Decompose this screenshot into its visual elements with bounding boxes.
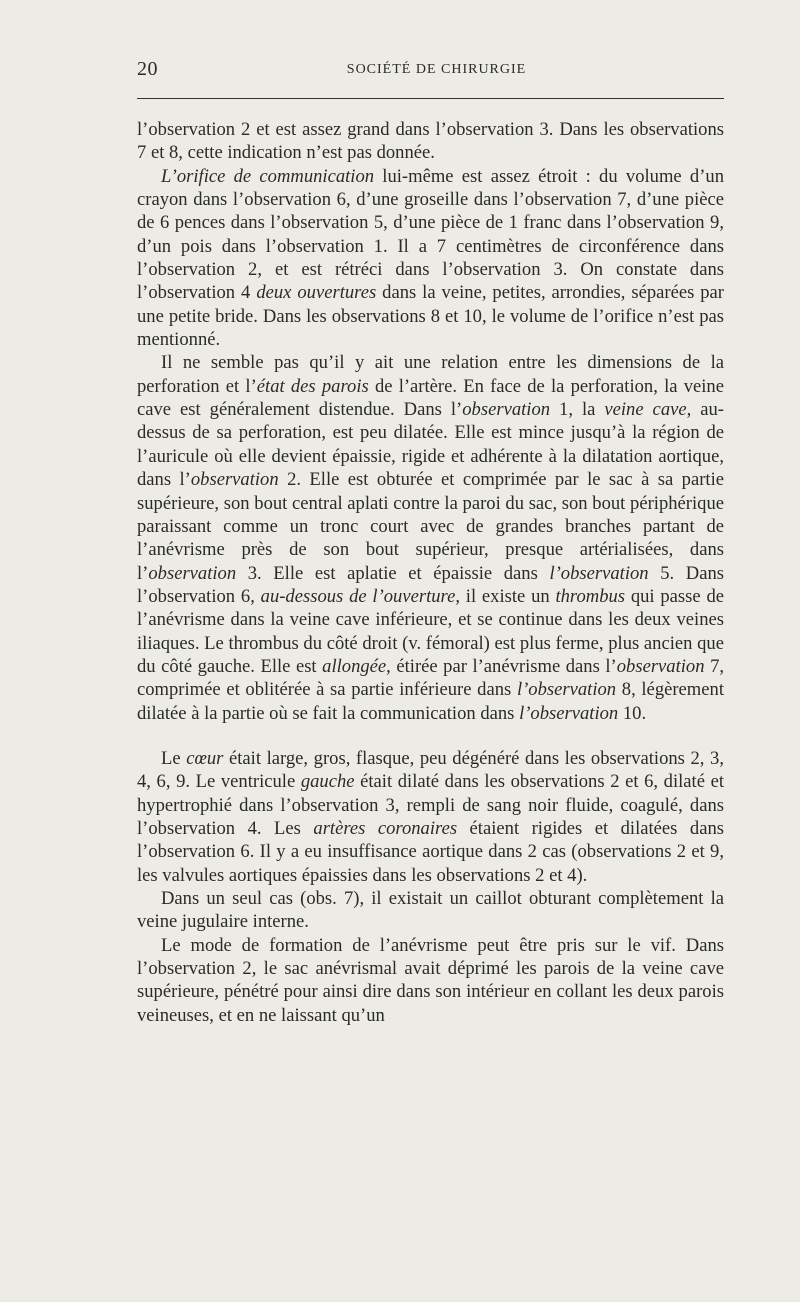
text-run: Il ne semble pas qu’il y ait une relation entre les dimensions de la perforation et l’: [137, 352, 724, 397]
italic-run: au-dessous de l’ouverture: [260, 585, 456, 607]
text-run: étaient rigides et dilatées dans l’observation 6. Il y a eu insuffisance aortique dans 2 cas (observations 2 et 9, les valvules aortiques épaissies dans les observations 2 et 4).: [137, 817, 724, 886]
paragraph: [137, 118, 724, 165]
italic-run: gauche: [300, 771, 355, 793]
text-run: qui passe de l’anévrisme dans la veine cave inférieure, et se continue dans les deux veines iliaques. Le thrombus du côté droit (v. fémoral) est plus ferme, plus ancien que du côté gauche. Elle est: [137, 585, 724, 677]
text-run: 8, légèrement dilatée à la partie où se fait la communication dans: [137, 679, 724, 724]
body-text: [137, 118, 724, 1027]
italic-run: L’orifice de communication: [161, 165, 375, 187]
italic-run: l’observation: [549, 562, 649, 584]
italic-run: observation: [148, 562, 237, 584]
text-run: lui-même est assez étroit : du volume d’un crayon dans l’observation 6, d’une groseille dans l’observation 7, d’une pièce de 6 pences dans l’observation 5, d’une pièce de 1 franc dans l’observation 9, d’un pois dans l’observation 1. Il a 7 centimètres de circonférence dans l’observation 2, et est rétréci dans l’observation 3. On constate dans l’observation 4: [137, 165, 724, 304]
italic-run: artères coronaires: [313, 817, 458, 839]
header-rule: [137, 98, 724, 99]
running-title: SOCIÉTÉ DE CHIRURGIE: [346, 62, 527, 77]
text-run: Le: [161, 747, 187, 769]
text-run: Le mode de formation de l’anévrisme peut être pris sur le vif. Dans l’observation 2, le sac anévrismal avait déprimé les parois de la veine cave supérieure, pénétré pour ainsi dire dans son intérieur en collant les deux parois veineuses, et en ne laissant qu’un: [137, 934, 724, 1026]
italic-run: veine cave: [604, 399, 687, 421]
italic-run: observation: [190, 469, 279, 491]
page-header: [137, 58, 724, 88]
italic-run: thrombus: [555, 585, 626, 607]
page-number: 20: [137, 58, 158, 80]
italic-run: état des parois: [256, 375, 369, 397]
paragraph: [137, 934, 724, 1027]
italic-run: l’observation: [516, 679, 617, 701]
text-run: , étirée par l’anévrisme dans l’: [386, 655, 617, 677]
italic-run: observation: [462, 399, 551, 421]
paragraph: [137, 165, 724, 352]
text-run: l’observation 2 et est assez grand dans l’observation 3. Dans les observations 7 et 8, cette indication n’est pas donnée.: [137, 119, 724, 164]
text-run: était dilaté dans les observations 2 et 6, dilaté et hypertrophié dans l’observation 3, rempli de sang noir fluide, coagulé, dans l’observation 4. Les: [137, 771, 724, 839]
italic-run: observation: [616, 655, 705, 677]
text-run: dans la veine, petites, arrondies, séparées par une petite bride. Dans les observations 8 et 10, le volume de l’orifice n’est pas mentionné.: [137, 282, 724, 351]
text-run: , au-dessus de sa perforation, est peu dilatée. Elle est mince jusqu’à la région de l’auricule où elle devient épaissie, rigide et adhérente à la dilatation aortique, dans l’: [137, 399, 724, 491]
text-run: 2. Elle est obturée et comprimée par le sac à sa partie supérieure, son bout central aplati contre la paroi du sac, son bout périphérique paraissant comme un tronc court avec de grandes branches partant de l’anévrisme près de son bout supérieur, presque artérialisées, dans l’: [137, 469, 724, 584]
italic-run: cœur: [186, 747, 224, 769]
text-run: était large, gros, flasque, peu dégénéré dans les observations 2, 3, 4, 6, 9. Le ventricule: [137, 747, 724, 793]
text-run: , il existe un: [455, 585, 556, 607]
text-run: 5. Dans l’observation 6,: [137, 562, 724, 607]
paragraph: [137, 351, 724, 725]
text-run: 7, comprimée et oblitérée à sa partie inférieure dans: [137, 655, 725, 701]
text-run: 1, la: [550, 399, 605, 421]
text-run: Dans un seul cas (obs. 7), il existait un caillot obturant complètement la veine jugulaire interne.: [137, 888, 724, 933]
italic-run: l’observation: [519, 702, 619, 724]
italic-run: deux ouvertures: [256, 282, 377, 304]
paragraph: [137, 887, 724, 934]
text-run: 10.: [618, 702, 647, 724]
text-run: 3. Elle est aplatie et épaissie dans: [236, 562, 550, 584]
paragraph: [137, 747, 724, 887]
text-run: de l’artère. En face de la perforation, la veine cave est généralement distendue. Dans l’: [137, 375, 724, 421]
italic-run: allongée: [322, 655, 387, 677]
